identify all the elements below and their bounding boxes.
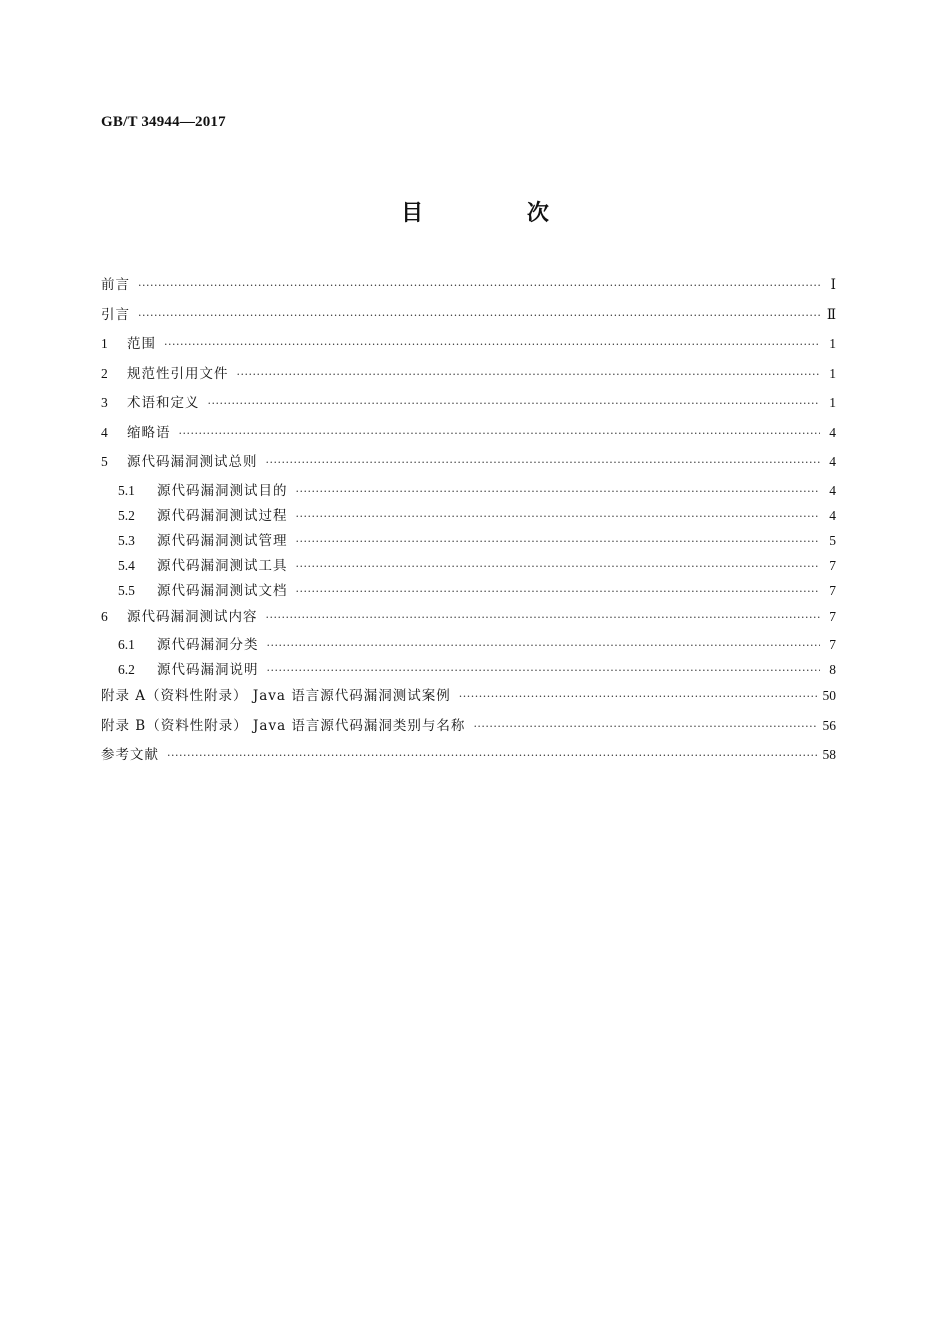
toc-leader-dots bbox=[138, 302, 820, 330]
toc-entry-number: 1 bbox=[101, 336, 108, 351]
toc-entry-title: 参考文献 bbox=[101, 747, 159, 763]
toc-leader-dots bbox=[179, 420, 821, 448]
toc-leader-dots bbox=[266, 604, 821, 632]
toc-entry-page: 1 bbox=[829, 365, 836, 381]
toc-entry-page: 1 bbox=[829, 336, 836, 351]
toc-entry-page: 7 bbox=[829, 637, 836, 652]
toc-leader-dots bbox=[473, 713, 816, 741]
toc-entry-title: 源代码漏洞测试管理 bbox=[157, 532, 288, 549]
toc-entry-number: 5.5 bbox=[118, 582, 135, 598]
toc-entry-page: Ⅰ bbox=[830, 277, 836, 292]
toc-entry-page: 58 bbox=[822, 747, 836, 762]
toc-entry-page: 4 bbox=[829, 507, 836, 523]
toc-entry[interactable] bbox=[101, 360, 836, 390]
toc-entry-title: 源代码漏洞说明 bbox=[157, 662, 259, 678]
toc-entry-page: Ⅱ bbox=[826, 306, 836, 322]
toc-entry[interactable] bbox=[101, 741, 836, 771]
toc-leader-dots bbox=[296, 579, 821, 604]
toc-leader-dots bbox=[208, 390, 821, 418]
toc-entry[interactable] bbox=[101, 528, 836, 553]
toc-entry-page: 7 bbox=[829, 557, 836, 573]
toc-entry-number: 5.2 bbox=[118, 507, 135, 523]
toc-entry-title: 范围 bbox=[127, 336, 156, 352]
toc-entry[interactable] bbox=[101, 657, 836, 682]
toc-entry[interactable] bbox=[101, 578, 836, 603]
toc-entry-page: 8 bbox=[829, 662, 836, 677]
toc-entry[interactable] bbox=[101, 553, 836, 578]
toc-entry-page: 7 bbox=[829, 582, 836, 598]
toc-entry[interactable] bbox=[101, 301, 836, 331]
toc-leader-dots bbox=[296, 479, 821, 504]
toc-entry-page: 4 bbox=[829, 424, 836, 440]
toc-entry-title: 源代码漏洞测试过程 bbox=[157, 507, 288, 524]
toc-entry-title: 引言 bbox=[101, 306, 130, 323]
toc-entry-title: 前言 bbox=[101, 277, 130, 293]
toc-entry[interactable] bbox=[101, 271, 836, 301]
toc-entry-title: 附录 A（资料性附录） Java 语言源代码漏洞测试案例 bbox=[101, 688, 451, 704]
toc-entry[interactable] bbox=[101, 503, 836, 528]
toc-entry[interactable] bbox=[101, 603, 836, 633]
toc-leader-dots bbox=[138, 272, 820, 300]
table-of-contents bbox=[101, 271, 836, 771]
toc-entry-number: 3 bbox=[101, 395, 108, 410]
toc-leader-dots bbox=[167, 742, 817, 770]
toc-leader-dots bbox=[267, 633, 821, 658]
toc-entry-page: 4 bbox=[829, 482, 836, 498]
toc-entry-page: 4 bbox=[829, 454, 836, 469]
toc-leader-dots bbox=[266, 449, 821, 477]
toc-entry-title: 源代码漏洞测试内容 bbox=[127, 608, 258, 625]
toc-entry-title: 源代码漏洞测试目的 bbox=[157, 482, 288, 499]
toc-entry-page: 7 bbox=[829, 608, 836, 624]
toc-leader-dots bbox=[296, 554, 821, 579]
toc-entry[interactable] bbox=[101, 712, 836, 742]
toc-entry[interactable] bbox=[101, 330, 836, 360]
toc-entry-page: 5 bbox=[829, 532, 836, 548]
toc-entry[interactable] bbox=[101, 478, 836, 503]
toc-entry[interactable] bbox=[101, 389, 836, 419]
toc-entry-title: 术语和定义 bbox=[127, 395, 200, 411]
page-title: 目 次 bbox=[401, 201, 597, 226]
toc-leader-dots bbox=[296, 504, 821, 529]
toc-entry-number: 5.4 bbox=[118, 557, 135, 573]
standard-code: GB/T 34944—2017 bbox=[101, 114, 226, 130]
toc-entry[interactable] bbox=[101, 682, 836, 712]
toc-entry-number: 6.1 bbox=[118, 637, 135, 652]
toc-leader-dots bbox=[237, 361, 821, 389]
toc-leader-dots bbox=[296, 529, 821, 554]
toc-leader-dots bbox=[459, 683, 817, 711]
toc-entry-number: 4 bbox=[101, 424, 108, 440]
toc-entry-title: 源代码漏洞测试总则 bbox=[127, 454, 258, 470]
toc-entry-number: 5.1 bbox=[118, 482, 135, 498]
toc-entry-title: 源代码漏洞测试文档 bbox=[157, 582, 288, 599]
toc-entry[interactable] bbox=[101, 448, 836, 478]
toc-entry-title: 源代码漏洞测试工具 bbox=[157, 557, 288, 574]
toc-leader-dots bbox=[267, 658, 821, 683]
toc-entry-title: 源代码漏洞分类 bbox=[157, 637, 259, 653]
toc-entry-page: 1 bbox=[829, 395, 836, 410]
toc-entry-title: 缩略语 bbox=[127, 424, 171, 441]
toc-entry[interactable] bbox=[101, 419, 836, 449]
toc-entry-number: 2 bbox=[101, 365, 108, 381]
toc-entry-number: 6.2 bbox=[118, 662, 135, 677]
toc-entry-page: 50 bbox=[822, 688, 836, 703]
toc-entry-title: 附录 B（资料性附录） Java 语言源代码漏洞类别与名称 bbox=[101, 717, 466, 734]
toc-entry[interactable] bbox=[101, 632, 836, 657]
toc-entry-page: 56 bbox=[822, 717, 836, 733]
toc-entry-number: 6 bbox=[101, 608, 108, 624]
toc-entry-number: 5.3 bbox=[118, 532, 135, 548]
toc-leader-dots bbox=[164, 331, 820, 359]
toc-entry-number: 5 bbox=[101, 454, 108, 469]
toc-entry-title: 规范性引用文件 bbox=[127, 365, 229, 382]
